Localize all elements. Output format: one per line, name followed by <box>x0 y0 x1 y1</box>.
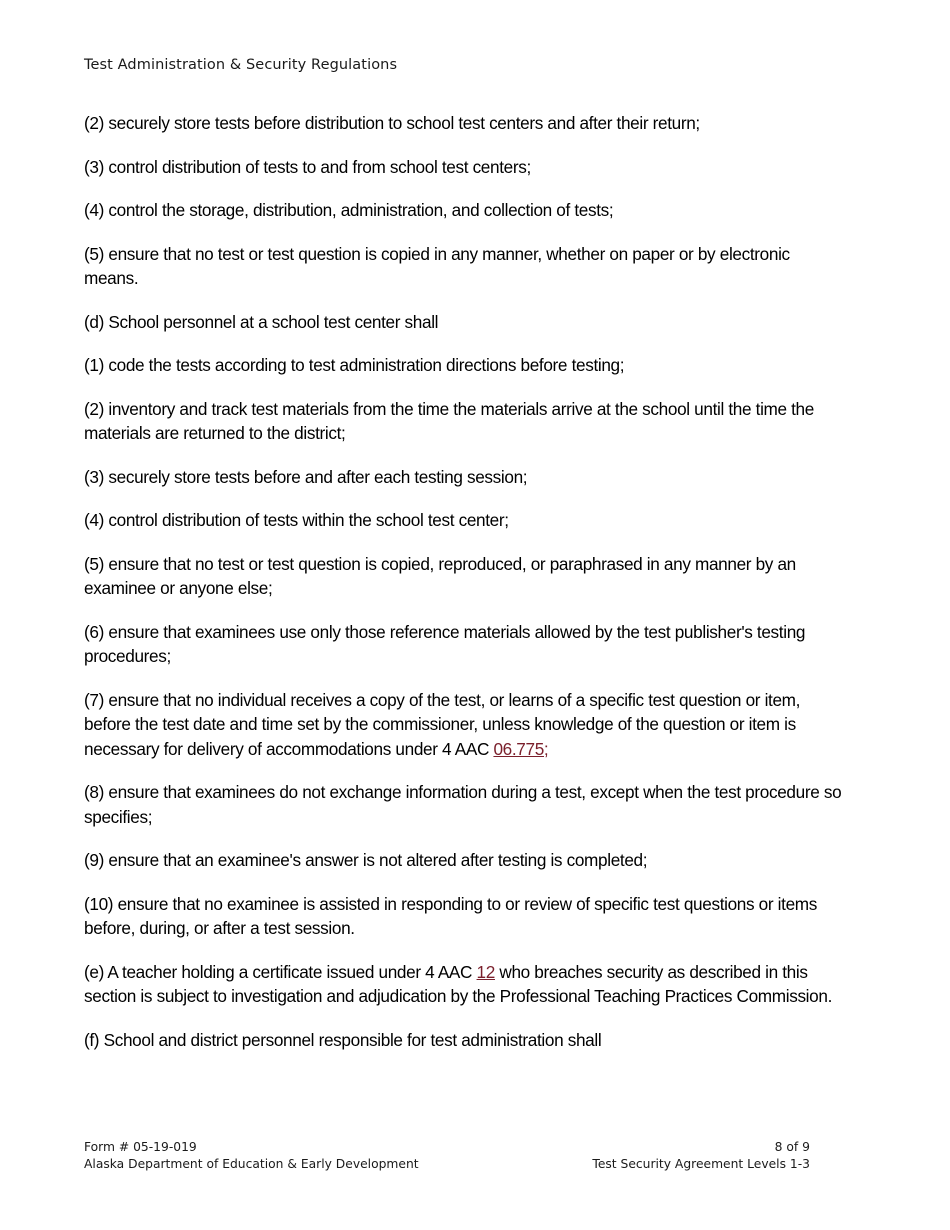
footer-right <box>592 1139 810 1173</box>
paragraph: (8) ensure that examinees do not exchange information during a test, except when the test procedure so specifies; <box>84 782 842 827</box>
paragraph: (10) ensure that no examinee is assisted in responding to or review of specific test questions or items before, during, or after a test session. <box>84 893 817 938</box>
footer-left <box>84 1139 419 1173</box>
paragraph: (2) inventory and track test materials from the time the materials arrive at the school until the time the materials are returned to the district; <box>84 398 814 443</box>
department-name: Alaska Department of Education & Early Development <box>84 1157 419 1171</box>
paragraph: (2) securely store tests before distribution to school test centers and after their return; <box>84 113 700 133</box>
paragraph: (3) control distribution of tests to and from school test centers; <box>84 156 531 177</box>
page-header: Test Administration & Security Regulations <box>84 57 398 73</box>
document-title: Test Security Agreement Levels 1-3 <box>592 1157 810 1171</box>
paragraph: (4) control distribution of tests within the school test center; <box>84 510 509 530</box>
regulation-body <box>84 111 844 1071</box>
paragraph-text: who breaches security as described in this section is subject to investigation and adjudication by the Professional Teaching Practices Commission. <box>84 961 832 1006</box>
aac-06775-link[interactable]: 06.775; <box>493 738 549 759</box>
paragraph: (1) code the tests according to test administration directions before testing; <box>84 355 625 375</box>
paragraph-text: (7) ensure that no individual receives a copy of the test, or learns of a specific test question or item, before the test date and time set by the commissioner, unless knowledge of the question or item is necessary for delivery of accommodations under 4 AAC <box>84 689 801 759</box>
aac-12-link[interactable]: 12 <box>476 961 495 982</box>
paragraph: (5) ensure that no test or test question is copied in any manner, whether on paper or by electronic means. <box>84 243 790 288</box>
paragraph: (6) ensure that examinees use only those reference materials allowed by the test publisher's testing procedures; <box>84 621 806 666</box>
paragraph-text: (e) A teacher holding a certificate issued under 4 AAC <box>84 961 477 982</box>
paragraph: (5) ensure that no test or test question is copied, reproduced, or paraphrased in any manner by an examinee or anyone else; <box>84 553 796 598</box>
paragraph: (3) securely store tests before and after each testing session; <box>84 466 528 487</box>
paragraph: (9) ensure that an examinee's answer is not altered after testing is completed; <box>84 850 648 870</box>
paragraph: (4) control the storage, distribution, administration, and collection of tests; <box>84 200 614 220</box>
section-f-heading: (f) School and district personnel responsible for test administration shall <box>84 1029 602 1050</box>
section-d-heading: (d) School personnel at a school test center shall <box>84 311 439 332</box>
page-number: 8 of 9 <box>774 1140 810 1154</box>
paragraph <box>84 688 844 762</box>
section-e-paragraph <box>84 960 844 1009</box>
form-number: Form # 05-19-019 <box>84 1140 197 1154</box>
